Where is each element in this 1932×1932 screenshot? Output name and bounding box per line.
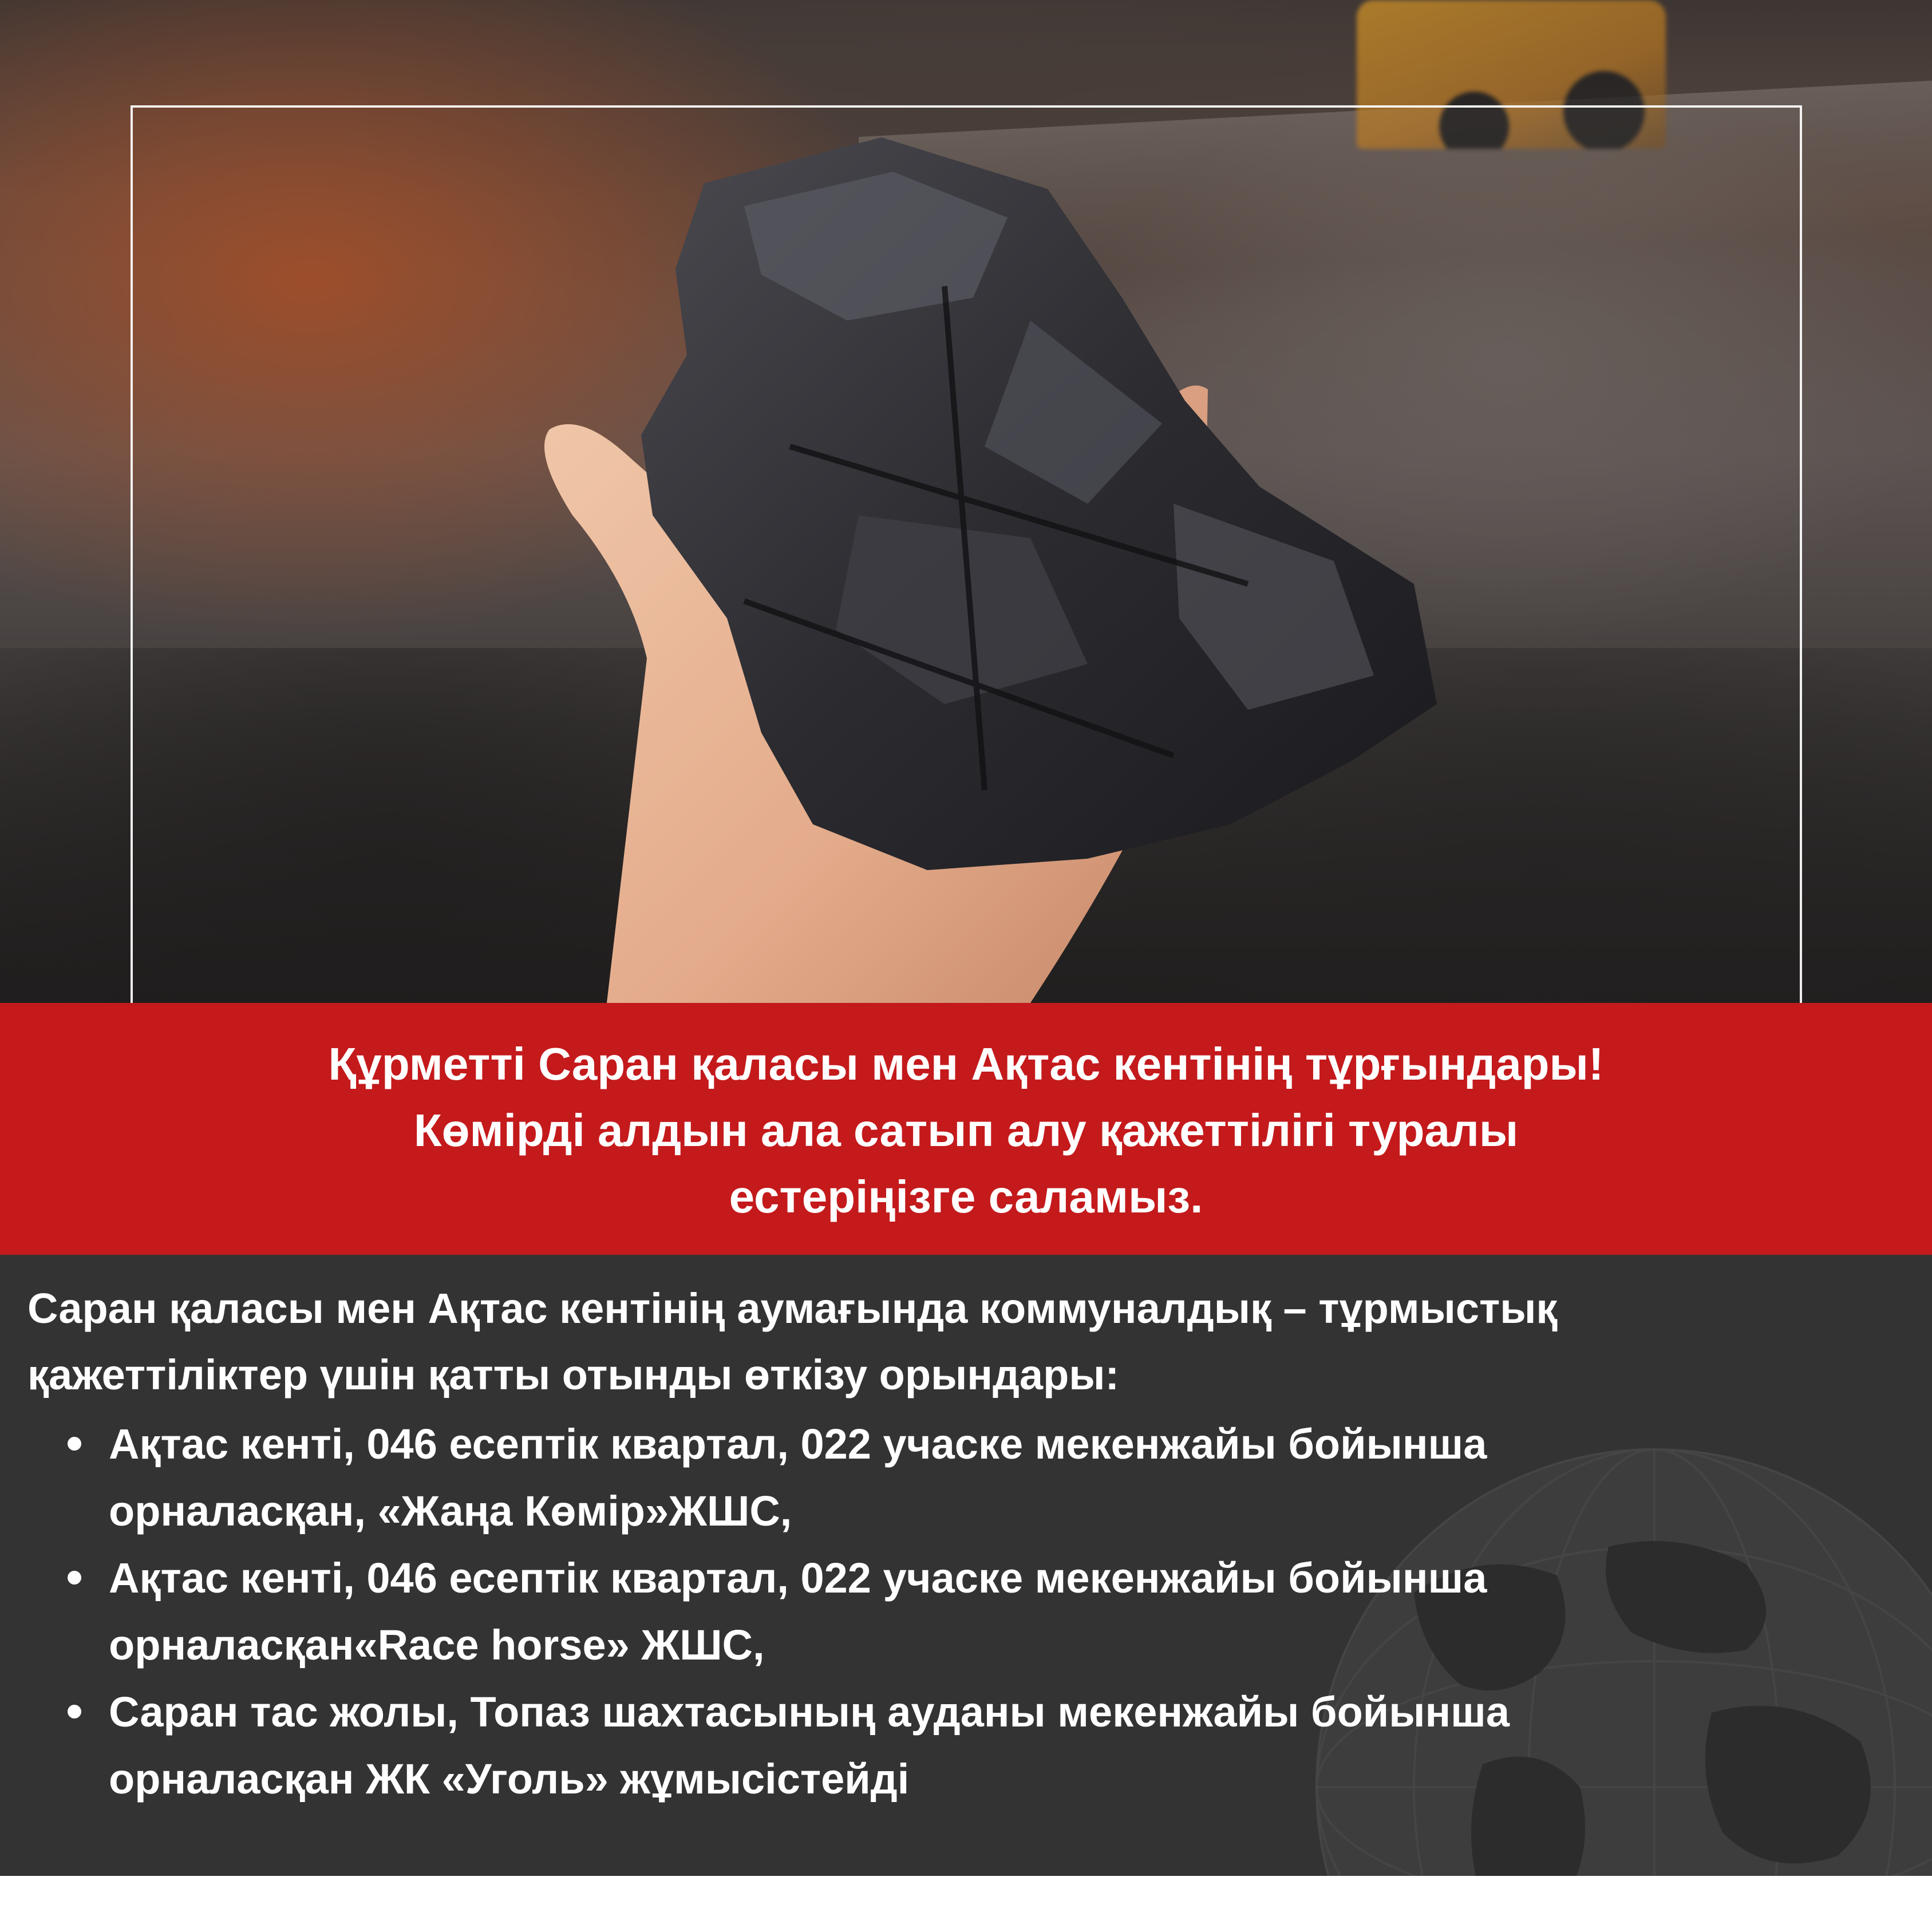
- announcement-banner: [0, 1003, 1932, 1255]
- list-item-line-1: Ақтас кенті, 046 есептік квартал, 022 учаске мекенжайы бойынша: [109, 1554, 1487, 1602]
- list-item-line-2: орналасқан, «Жаңа Көмір»ЖШС,: [109, 1487, 792, 1535]
- intro-text: [27, 1275, 1888, 1408]
- list-item-line-1: Ақтас кенті, 046 есептік квартал, 022 учаске мекенжайы бойынша: [109, 1420, 1487, 1468]
- list-item-line-2: орналасқан«Race horse» ЖШС,: [109, 1621, 765, 1669]
- list-item: [109, 1678, 1883, 1812]
- banner-line-3: естеріңізге саламыз.: [729, 1171, 1203, 1222]
- banner-line-1: Құрметті Саран қаласы мен Ақтас кентінің тұрғындары!: [328, 1038, 1604, 1089]
- list-item-line-2: орналасқан ЖК «Уголь» жұмысістейді: [109, 1755, 910, 1803]
- list-item: [109, 1411, 1883, 1544]
- intro-line-1: Саран қаласы мен Ақтас кентінің аумағында коммуналдық – тұрмыстық: [27, 1285, 1558, 1332]
- fuel-sales-locations-list: [109, 1411, 1883, 1812]
- list-item-line-1: Саран тас жолы, Топаз шахтасының ауданы мекенжайы бойынша: [109, 1688, 1510, 1736]
- intro-line-2: қажеттіліктер үшін қатты отынды өткізу орындары:: [27, 1351, 1120, 1398]
- banner-line-2: Көмірді алдын ала сатып алу қажеттілігі туралы: [413, 1105, 1519, 1156]
- bullet-icon: [68, 1437, 81, 1451]
- bullet-icon: [68, 1705, 81, 1718]
- info-panel: [0, 1255, 1932, 1876]
- bullet-icon: [68, 1571, 81, 1585]
- list-item: [109, 1544, 1883, 1678]
- photo-frame: [131, 105, 1802, 1003]
- bottom-strip: [0, 1876, 1932, 1932]
